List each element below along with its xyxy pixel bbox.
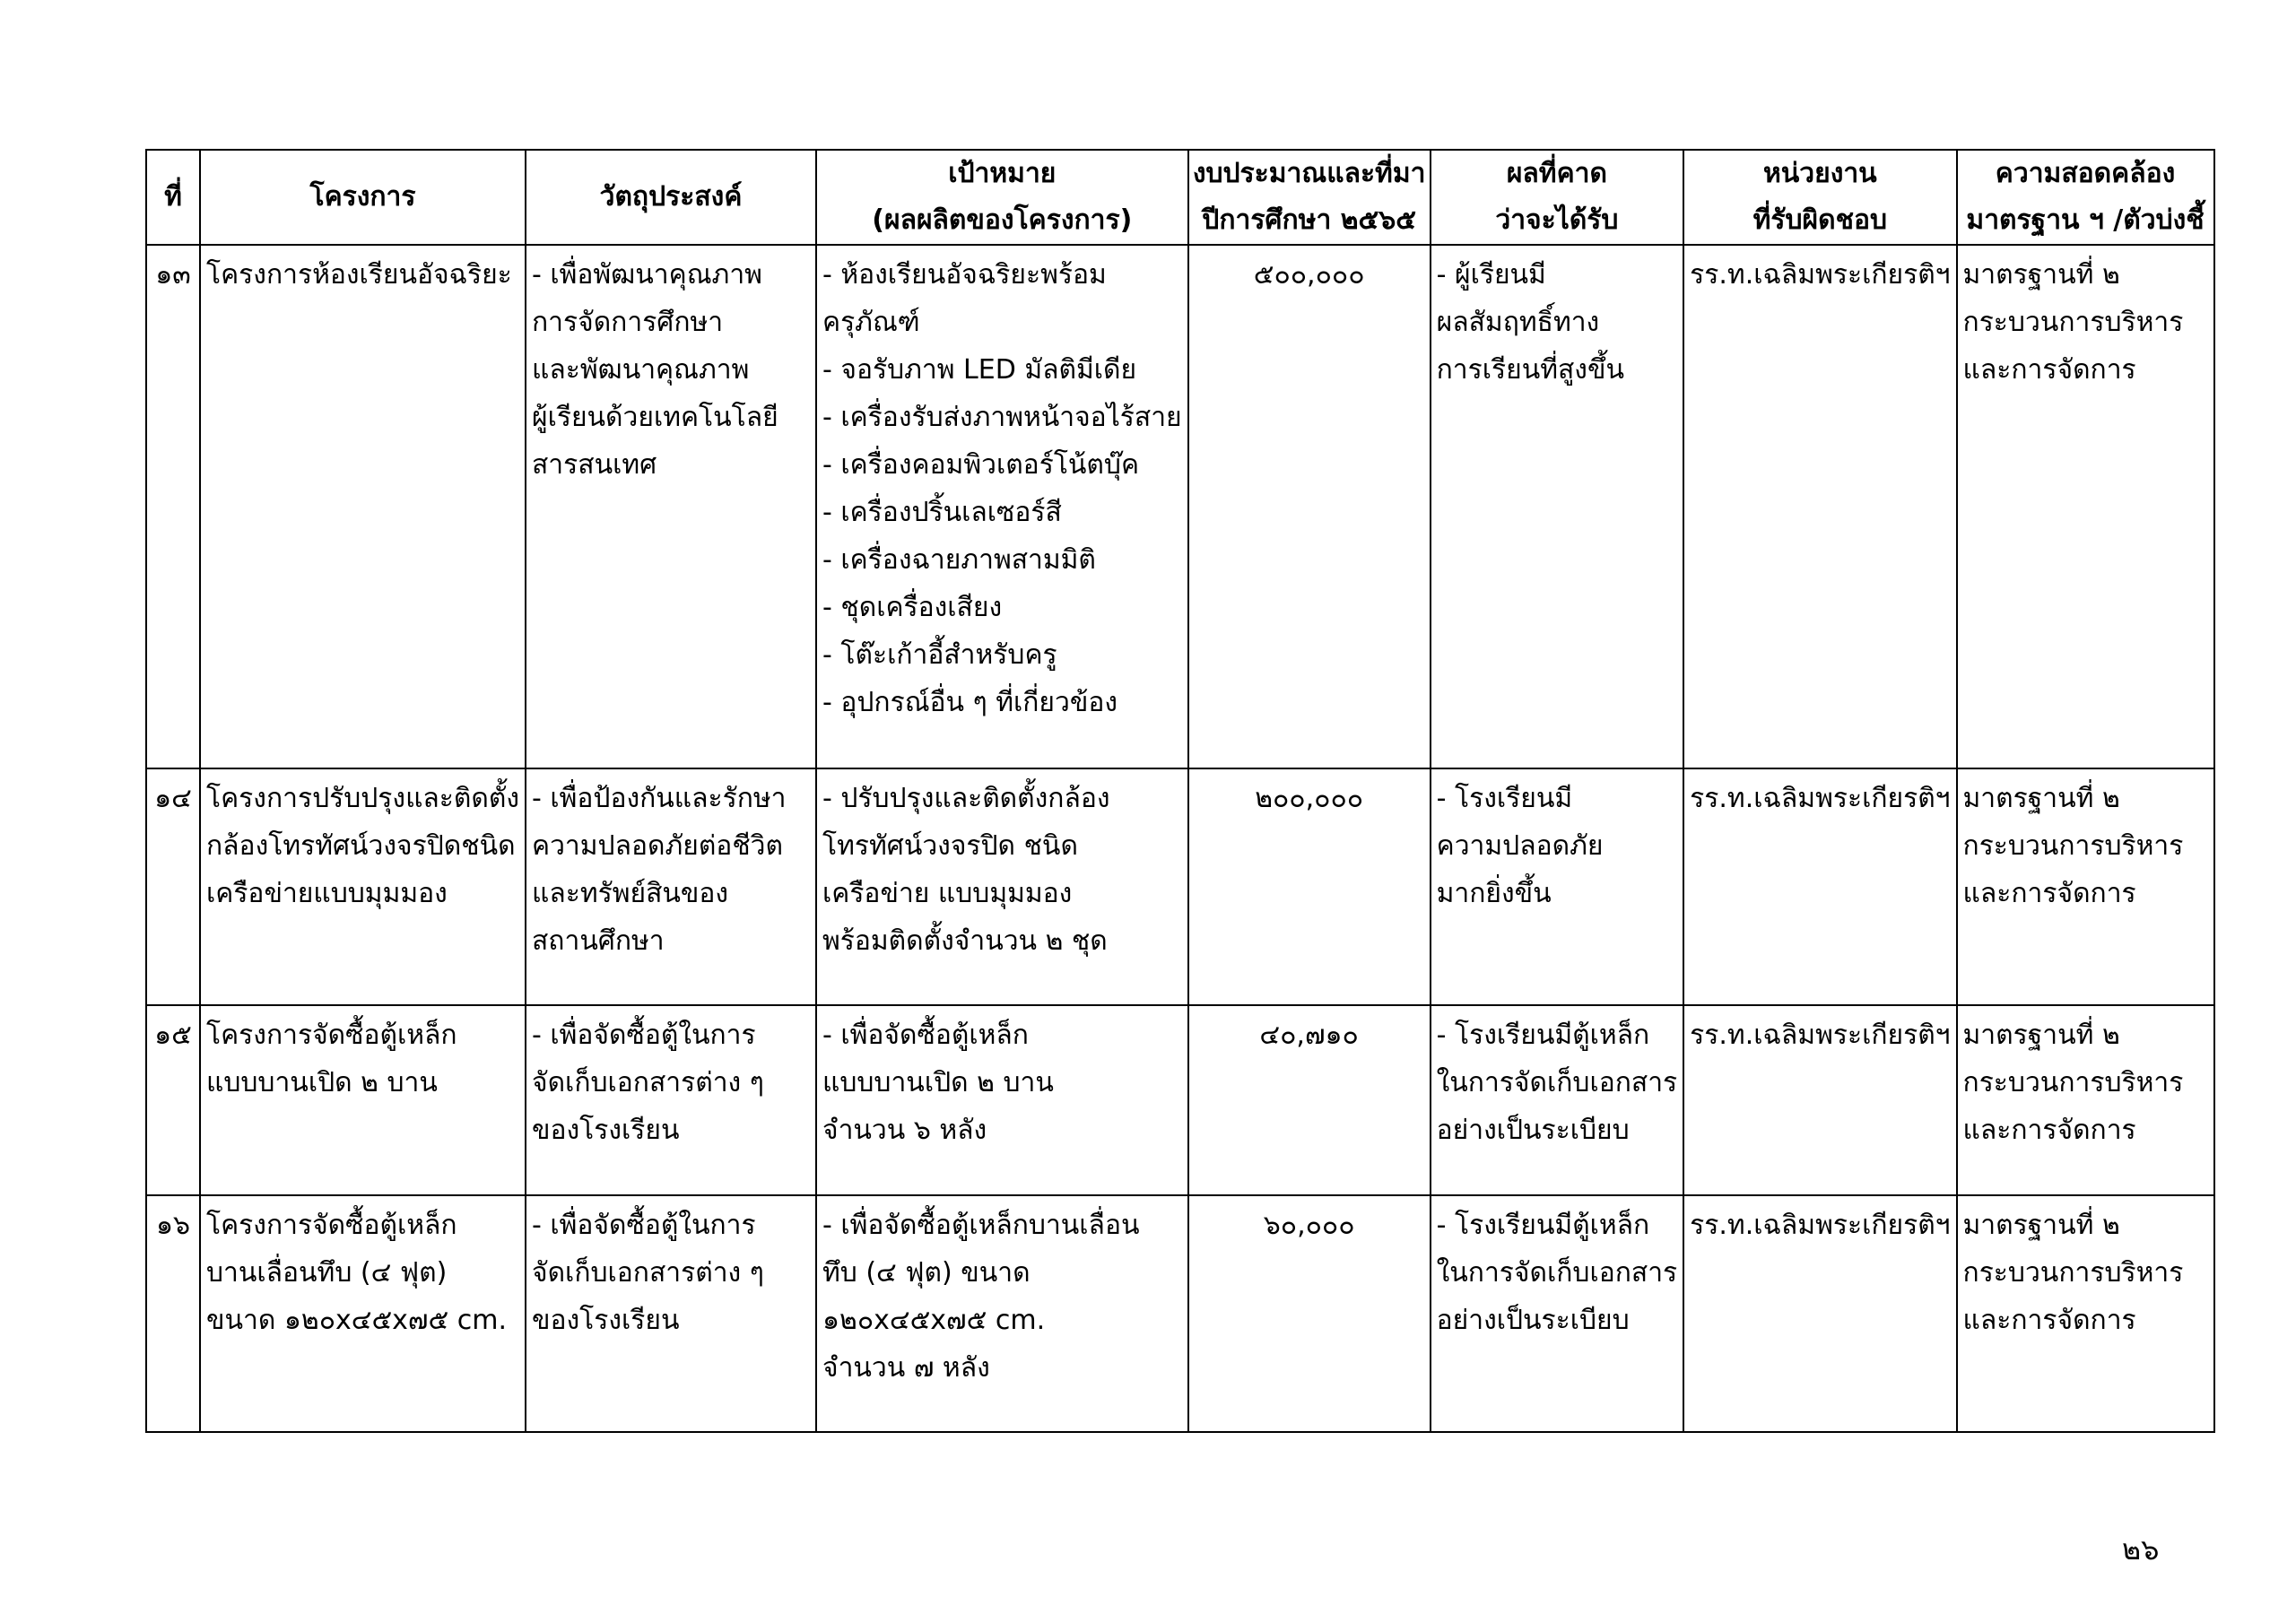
objective-cell: - เพื่อป้องกันและรักษา ความปลอดภัยต่อชีวิต และทรัพย์สินของ สถานศึกษา [526, 768, 816, 1005]
target-cell: - ปรับปรุงและติดตั้งกล้อง โทรทัศน์วงจรปิด ชนิด เครือข่าย แบบมุมมอง พร้อมติดตั้งจำนวน ๒ ชุด [816, 768, 1188, 1005]
objective-cell: - เพื่อพัฒนาคุณภาพ การจัดการศึกษา และพัฒนาคุณภาพ ผู้เรียนด้วยเทคโนโลยี สารสนเทศ [526, 245, 816, 768]
target-cell: - ห้องเรียนอัจฉริยะพร้อม ครุภัณฑ์ - จอรับภาพ LED มัลติมีเดีย - เครื่องรับส่งภาพหน้าจอไร้สาย - เครื่องคอมพิวเตอร์โน้ตบุ๊ค - เครื่องปริ้นเลเซอร์สี - เครื่องฉายภาพสามมิติ - ชุดเครื่องเสียง - โต๊ะเก้าอี้สำหรับครู - อุปกรณ์อื่น ๆ ที่เกี่ยวข้อง [816, 245, 1188, 768]
project-table [145, 149, 2215, 1433]
standard-cell: มาตรฐานที่ ๒ กระบวนการบริหาร และการจัดการ [1957, 1005, 2214, 1195]
header-project: โครงการ [200, 150, 526, 245]
row-number: ๑๔ [146, 768, 200, 1005]
header-expected: ผลที่คาด ว่าจะได้รับ [1431, 150, 1684, 245]
responsible-cell: รร.ท.เฉลิมพระเกียรติฯ [1683, 1005, 1956, 1195]
expected-cell: - ผู้เรียนมี ผลสัมฤทธิ์ทาง การเรียนที่สูงขึ้น [1431, 245, 1684, 768]
project-cell: โครงการจัดซื้อตู้เหล็ก บานเลื่อนทึบ (๔ ฟุต) ขนาด ๑๒๐x๔๕x๗๕ cm. [200, 1195, 526, 1432]
header-objective: วัตถุประสงค์ [526, 150, 816, 245]
row-number: ๑๖ [146, 1195, 200, 1432]
budget-cell: ๖๐,๐๐๐ [1188, 1195, 1431, 1432]
project-cell: โครงการปรับปรุงและติดตั้ง กล้องโทรทัศน์วงจรปิดชนิด เครือข่ายแบบมุมมอง [200, 768, 526, 1005]
header-target: เป้าหมาย (ผลผลิตของโครงการ) [816, 150, 1188, 245]
standard-cell: มาตรฐานที่ ๒ กระบวนการบริหาร และการจัดการ [1957, 1195, 2214, 1432]
header-budget: งบประมาณและที่มา ปีการศึกษา ๒๕๖๕ [1188, 150, 1431, 245]
row-number: ๑๕ [146, 1005, 200, 1195]
table-row [146, 768, 2214, 1005]
expected-cell: - โรงเรียนมีตู้เหล็ก ในการจัดเก็บเอกสาร อย่างเป็นระเบียบ [1431, 1005, 1684, 1195]
responsible-cell: รร.ท.เฉลิมพระเกียรติฯ [1683, 1195, 1956, 1432]
table-row [146, 1195, 2214, 1432]
standard-cell: มาตรฐานที่ ๒ กระบวนการบริหาร และการจัดการ [1957, 768, 2214, 1005]
objective-cell: - เพื่อจัดซื้อตู้ในการ จัดเก็บเอกสารต่าง ๆ ของโรงเรียน [526, 1195, 816, 1432]
responsible-cell: รร.ท.เฉลิมพระเกียรติฯ [1683, 768, 1956, 1005]
table-header-row [146, 150, 2214, 245]
budget-cell: ๕๐๐,๐๐๐ [1188, 245, 1431, 768]
table-row [146, 1005, 2214, 1195]
row-number: ๑๓ [146, 245, 200, 768]
standard-cell: มาตรฐานที่ ๒ กระบวนการบริหาร และการจัดการ [1957, 245, 2214, 768]
header-no: ที่ [146, 150, 200, 245]
project-cell: โครงการห้องเรียนอัจฉริยะ [200, 245, 526, 768]
header-responsible: หน่วยงาน ที่รับผิดชอบ [1683, 150, 1956, 245]
responsible-cell: รร.ท.เฉลิมพระเกียรติฯ [1683, 245, 1956, 768]
target-cell: - เพื่อจัดซื้อตู้เหล็กบานเลื่อน ทึบ (๔ ฟุต) ขนาด ๑๒๐x๔๕x๗๕ cm. จำนวน ๗ หลัง [816, 1195, 1188, 1432]
expected-cell: - โรงเรียนมีตู้เหล็ก ในการจัดเก็บเอกสาร อย่างเป็นระเบียบ [1431, 1195, 1684, 1432]
budget-cell: ๒๐๐,๐๐๐ [1188, 768, 1431, 1005]
project-cell: โครงการจัดซื้อตู้เหล็ก แบบบานเปิด ๒ บาน [200, 1005, 526, 1195]
page-number: ๒๖ [2122, 1532, 2160, 1567]
table-row [146, 245, 2214, 768]
target-cell: - เพื่อจัดซื้อตู้เหล็ก แบบบานเปิด ๒ บาน จำนวน ๖ หลัง [816, 1005, 1188, 1195]
budget-cell: ๔๐,๗๑๐ [1188, 1005, 1431, 1195]
objective-cell: - เพื่อจัดซื้อตู้ในการ จัดเก็บเอกสารต่าง ๆ ของโรงเรียน [526, 1005, 816, 1195]
expected-cell: - โรงเรียนมี ความปลอดภัย มากยิ่งขึ้น [1431, 768, 1684, 1005]
header-standard: ความสอดคล้อง มาตรฐาน ฯ /ตัวบ่งชี้ [1957, 150, 2214, 245]
